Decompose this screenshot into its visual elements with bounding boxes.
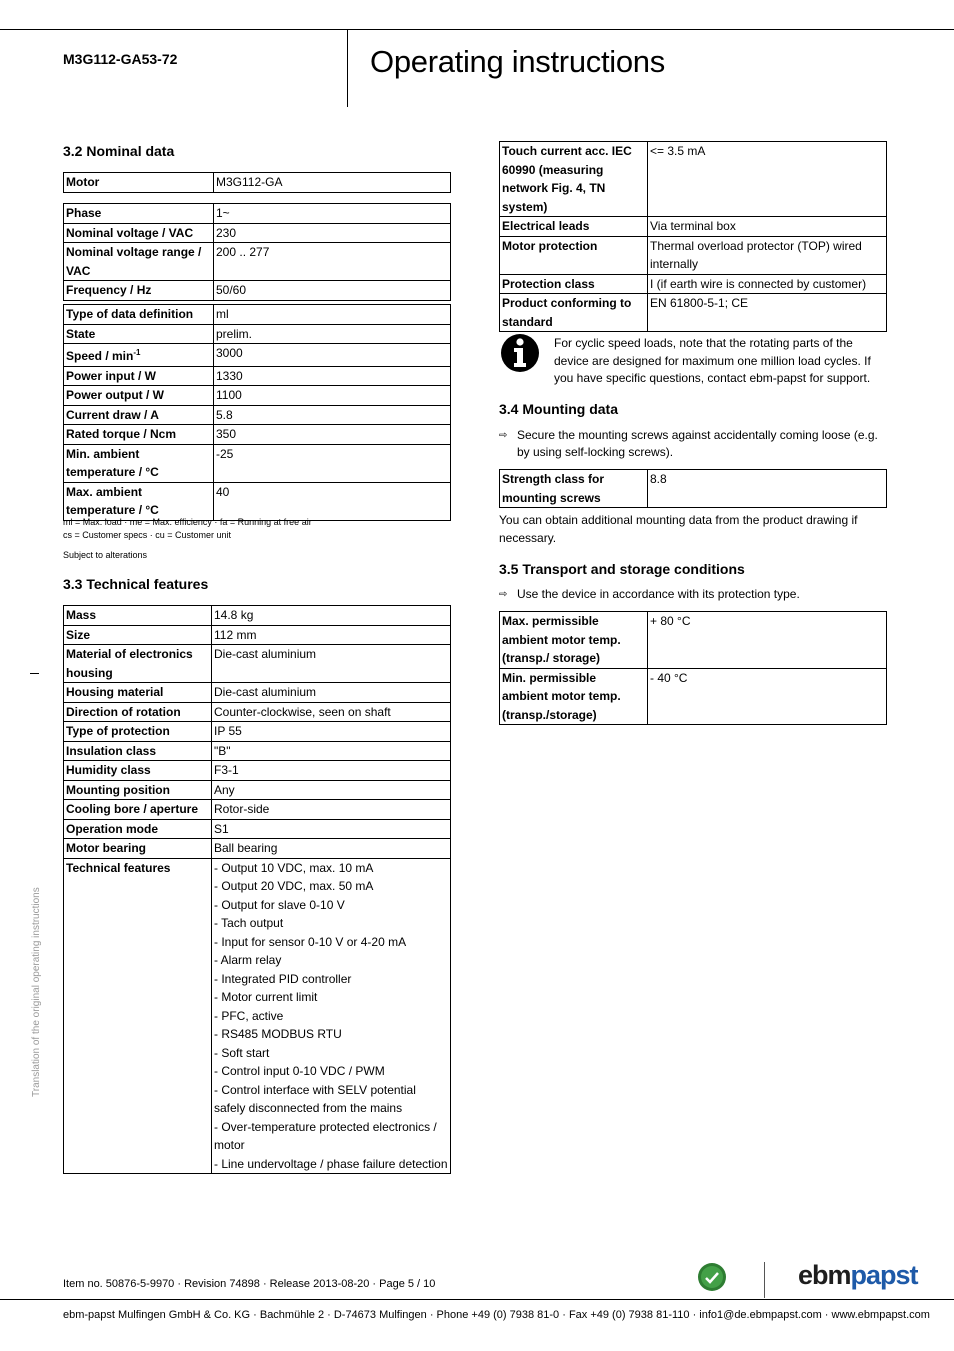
subject-to-alterations: Subject to alterations — [63, 550, 148, 560]
row-value: F3-1 — [212, 761, 451, 781]
table-row — [64, 683, 451, 703]
fold-mark — [30, 673, 39, 674]
section-heading-transport: 3.5 Transport and storage conditions — [499, 561, 745, 577]
feature-item: - Soft start — [214, 1045, 270, 1060]
section-heading-nominal: 3.2 Nominal data — [63, 143, 175, 159]
table-row — [64, 425, 451, 445]
table-row — [64, 761, 451, 781]
row-value: M3G112-GA — [214, 173, 451, 193]
table-row — [500, 612, 887, 669]
footer-divider — [764, 1262, 765, 1298]
model-number: M3G112-GA53-72 — [63, 51, 178, 67]
row-label: Touch current acc. IEC 60990 (measuring network Fig. 4, TN system) — [500, 142, 648, 217]
transport-instruction-text: Use the device in accordance with its protection type. — [517, 587, 800, 601]
table-row-technical-features — [64, 858, 451, 1174]
row-value: Rotor-side — [212, 800, 451, 820]
mounting-instruction-text: Secure the mounting screws against accidentally coming loose (e.g. by using self-locking screws). — [517, 428, 878, 459]
row-value: EN 61800-5-1; CE — [648, 294, 887, 332]
feature-item: - Output 10 VDC, max. 10 mA — [214, 860, 374, 875]
row-label: Operation mode — [64, 819, 212, 839]
motor-table — [63, 172, 451, 193]
section-heading-mounting: 3.4 Mounting data — [499, 401, 618, 417]
row-label: Technical features — [64, 858, 212, 1174]
row-value: 200 .. 277 — [214, 243, 451, 281]
table-row — [64, 243, 451, 281]
row-label: Protection class — [500, 274, 648, 294]
feature-item: - Tach output — [214, 916, 284, 930]
row-value: 112 mm — [212, 625, 451, 645]
row-value: 1~ — [214, 204, 451, 224]
row-label: Cooling bore / aperture — [64, 800, 212, 820]
row-value: Thermal overload protector (TOP) wired internally — [648, 236, 887, 274]
transport-table — [499, 611, 887, 725]
page-title: Operating instructions — [370, 44, 665, 79]
row-label: Motor — [64, 173, 214, 193]
technical-features-table — [63, 605, 451, 1174]
table-row — [64, 702, 451, 722]
row-value: <= 3.5 mA — [648, 142, 887, 217]
mounting-instruction — [499, 427, 887, 461]
table-row — [64, 722, 451, 742]
row-label: Humidity class — [64, 761, 212, 781]
table-row — [64, 173, 451, 193]
row-label: Frequency / Hz — [64, 281, 214, 301]
legend-line-1: ml = Max. load · me = Max. efficiency · fa = Running at free air — [63, 517, 312, 527]
feature-item: - Motor current limit — [214, 990, 318, 1004]
row-label: Mass — [64, 606, 212, 626]
info-note: For cyclic speed loads, note that the rotating parts of the device are designed for maximum one million load cycles. If you have specific questions, contact ebm-papst for support. — [554, 336, 871, 385]
speed-label-exponent: -1 — [133, 348, 141, 357]
feature-item: - Line undervoltage / phase failure detection — [214, 1156, 448, 1171]
row-label: Insulation class — [64, 741, 212, 761]
table-row — [64, 606, 451, 626]
row-label: Type of data definition — [64, 305, 214, 325]
row-value: Any — [212, 780, 451, 800]
row-label: Motor bearing — [64, 839, 212, 859]
footer-rule — [0, 1299, 954, 1300]
row-value: prelim. — [214, 324, 451, 344]
table-row — [64, 386, 451, 406]
header-top-rule — [0, 29, 954, 30]
feature-item: - RS485 MODBUS RTU — [214, 1027, 342, 1041]
section-heading-technical: 3.3 Technical features — [63, 576, 209, 592]
transport-instruction — [499, 586, 887, 603]
row-value: S1 — [212, 819, 451, 839]
table-row — [64, 366, 451, 386]
row-label: Strength class for mounting screws — [500, 470, 648, 508]
row-value: ml — [214, 305, 451, 325]
table-row — [64, 324, 451, 344]
row-value: 3000 — [214, 344, 451, 367]
row-label: Current draw / A — [64, 405, 214, 425]
brand-part-ebm: ebm — [798, 1260, 851, 1290]
row-value: I (if earth wire is connected by customer) — [648, 274, 887, 294]
feature-item: - Control interface with SELV potential safely disconnected from the mains — [214, 1082, 416, 1115]
row-label: Mounting position — [64, 780, 212, 800]
row-label: Type of protection — [64, 722, 212, 742]
table-row — [64, 281, 451, 301]
legend-note — [63, 516, 312, 542]
greentech-logo — [697, 1262, 727, 1292]
row-label: Min. permissible ambient motor temp. (transp./storage) — [500, 668, 648, 725]
table-row — [500, 142, 887, 217]
row-value: 5.8 — [214, 405, 451, 425]
feature-item: - Input for sensor 0-10 V or 4-20 mA — [214, 934, 407, 949]
table-row — [64, 305, 451, 325]
row-label: Phase — [64, 204, 214, 224]
row-value: Die-cast aluminium — [212, 683, 451, 703]
info-icon — [499, 333, 541, 373]
row-value: "B" — [212, 741, 451, 761]
row-label: Motor protection — [500, 236, 648, 274]
row-label: Direction of rotation — [64, 702, 212, 722]
item-info: Item no. 50876-5-9970 · Revision 74898 · Release 2013-08-20 · Page 5 / 10 — [63, 1278, 436, 1290]
row-label: Power input / W — [64, 366, 214, 386]
row-value: Ball bearing — [212, 839, 451, 859]
table-row — [64, 625, 451, 645]
table-row — [500, 294, 887, 332]
feature-item: - Control input 0-10 VDC / PWM — [214, 1064, 385, 1078]
row-label: Nominal voltage range / VAC — [64, 243, 214, 281]
row-value: 8.8 — [648, 470, 887, 508]
feature-item: - Output for slave 0-10 V — [214, 897, 345, 912]
table-row — [64, 819, 451, 839]
table-row — [64, 204, 451, 224]
feature-item: - Integrated PID controller — [214, 971, 352, 986]
features-list — [212, 858, 451, 1174]
table-row — [500, 668, 887, 725]
row-value: 1330 — [214, 366, 451, 386]
table-row — [500, 217, 887, 237]
row-label: Housing material — [64, 683, 212, 703]
arrow-icon: ⇨ — [499, 430, 508, 441]
row-value: 14.8 kg — [212, 606, 451, 626]
row-label: Nominal voltage / VAC — [64, 223, 214, 243]
header-divider — [347, 29, 348, 107]
table-row — [64, 780, 451, 800]
side-caption: Translation of the original operating instructions — [31, 887, 42, 1097]
row-value: Via terminal box — [648, 217, 887, 237]
table-row — [64, 344, 451, 367]
mounting-note: You can obtain additional mounting data from the product drawing if necessary. — [499, 513, 858, 545]
table-row — [64, 223, 451, 243]
table-row — [64, 645, 451, 683]
feature-item: - PFC, active — [214, 1008, 284, 1023]
table-row — [64, 405, 451, 425]
row-label: Min. ambient temperature / °C — [64, 444, 214, 482]
row-value: IP 55 — [212, 722, 451, 742]
ebmpapst-logo — [798, 1260, 918, 1291]
row-value: 230 — [214, 223, 451, 243]
row-label: Electrical leads — [500, 217, 648, 237]
row-value: Counter-clockwise, seen on shaft — [212, 702, 451, 722]
row-label: Product conforming to standard — [500, 294, 648, 332]
table-row — [500, 470, 887, 508]
row-label: Material of electronics housing — [64, 645, 212, 683]
table-row — [64, 444, 451, 482]
table-row — [64, 800, 451, 820]
speed-label-base: Speed / min — [66, 349, 134, 363]
table-row — [64, 839, 451, 859]
brand-part-papst: papst — [850, 1260, 918, 1290]
row-label: Max. ambient temperature / °C — [64, 482, 214, 520]
electrical-table — [63, 203, 451, 301]
row-value: 50/60 — [214, 281, 451, 301]
arrow-icon: ⇨ — [499, 589, 508, 600]
feature-item: - Output 20 VDC, max. 50 mA — [214, 879, 374, 893]
operating-data-table — [63, 304, 451, 521]
table-row — [64, 741, 451, 761]
table-row — [64, 482, 451, 520]
row-value: -25 — [214, 444, 451, 482]
row-label: Size — [64, 625, 212, 645]
legend-line-2: cs = Customer specs · cu = Customer unit — [63, 530, 232, 540]
table-row — [500, 236, 887, 274]
row-value: 40 — [214, 482, 451, 520]
row-label: Rated torque / Ncm — [64, 425, 214, 445]
row-value: - 40 °C — [648, 668, 887, 725]
row-label — [64, 344, 214, 367]
row-label: Max. permissible ambient motor temp. (transp./ storage) — [500, 612, 648, 669]
feature-item: - Over-temperature protected electronics / motor — [214, 1119, 437, 1152]
mounting-table — [499, 469, 887, 508]
row-label: Power output / W — [64, 386, 214, 406]
company-info: ebm-papst Mulfingen GmbH & Co. KG · Bachmühle 2 · D-74673 Mulfingen · Phone +49 (0) 7938 81-0 · Fax +49 (0) 7938 81-110 · info1@de.ebmpapst.com · www.ebmpapst.com — [63, 1309, 930, 1321]
row-value: 350 — [214, 425, 451, 445]
row-value: 1100 — [214, 386, 451, 406]
row-label: State — [64, 324, 214, 344]
feature-item: - Alarm relay — [214, 953, 282, 967]
row-value: Die-cast aluminium — [212, 645, 451, 683]
electrical-safety-table — [499, 141, 887, 332]
row-value: + 80 °C — [648, 612, 887, 669]
table-row — [500, 274, 887, 294]
